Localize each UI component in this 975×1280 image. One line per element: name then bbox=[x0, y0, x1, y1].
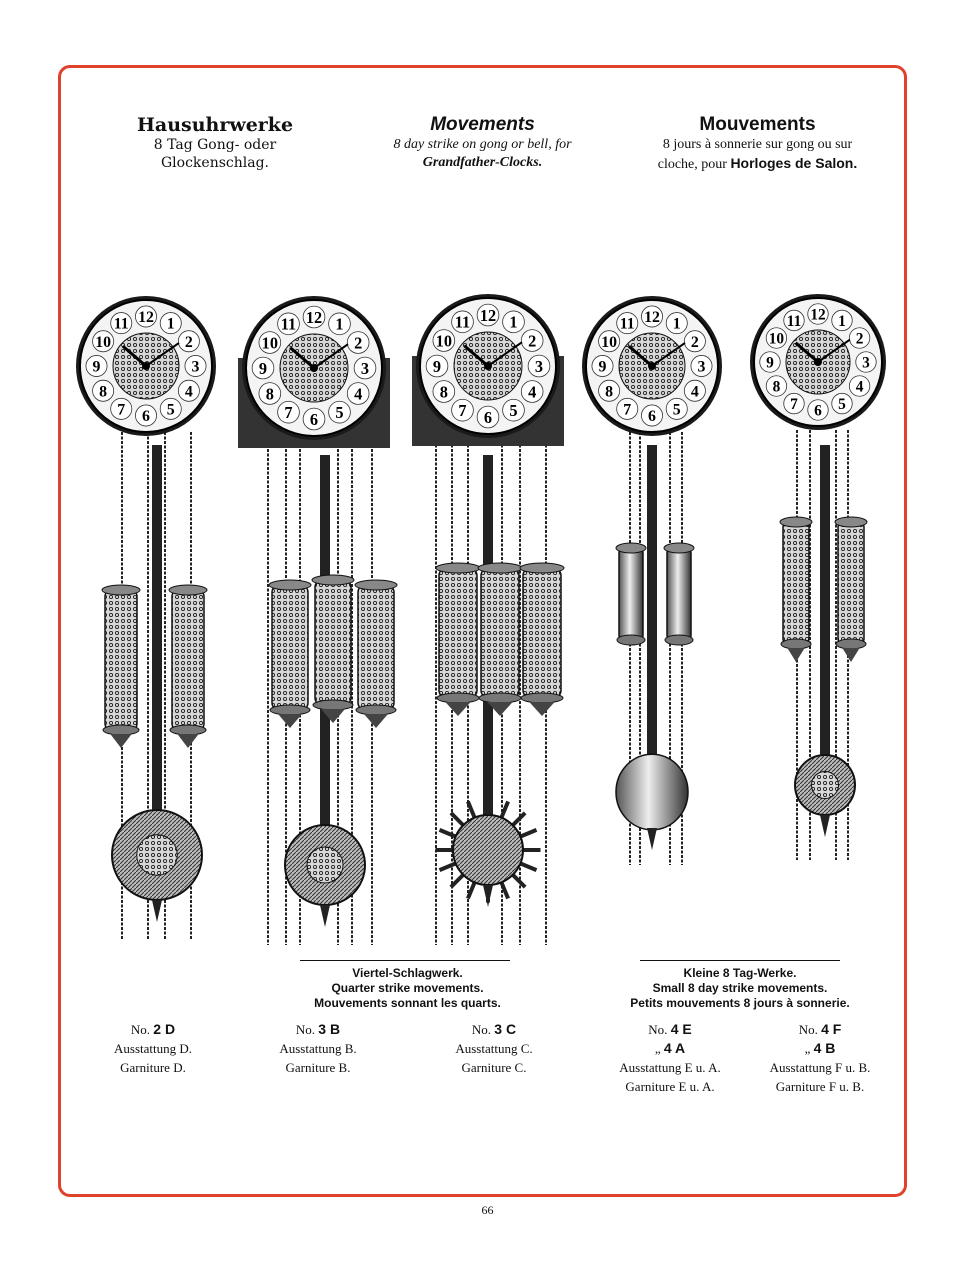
pendulum-tip bbox=[820, 815, 830, 837]
dial-numeral: 10 bbox=[768, 330, 785, 348]
weight-cap bbox=[436, 563, 480, 573]
item-2d-label bbox=[73, 1020, 233, 1077]
dial-numeral: 8 bbox=[439, 382, 448, 402]
dial-numeral: 5 bbox=[335, 402, 344, 422]
item-2d-prefix: No. bbox=[130, 1022, 151, 1037]
hand-pivot bbox=[142, 362, 150, 370]
dial-numeral: 3 bbox=[191, 358, 200, 376]
weight-cap bbox=[269, 580, 311, 590]
weight-base bbox=[836, 639, 866, 649]
weight-cap bbox=[835, 517, 867, 527]
dial-numeral: 12 bbox=[138, 309, 154, 327]
weight-finial bbox=[445, 702, 470, 716]
small-caption-line1: Kleine 8 Tag-Werke. bbox=[683, 966, 797, 980]
weight-base bbox=[103, 725, 139, 735]
weight-finial bbox=[787, 648, 804, 662]
dial-numeral: 6 bbox=[309, 409, 319, 429]
dial-numeral: 12 bbox=[810, 306, 826, 324]
weight-body bbox=[619, 548, 643, 640]
quarter-caption-line2: Quarter strike movements. bbox=[331, 981, 484, 995]
weight-body bbox=[315, 580, 351, 705]
weight bbox=[835, 517, 867, 662]
dial-numeral: 12 bbox=[644, 309, 660, 327]
weight bbox=[664, 543, 694, 645]
clock-3b bbox=[238, 296, 397, 945]
weight-finial bbox=[529, 702, 554, 716]
weight-cap bbox=[520, 563, 564, 573]
dial-numeral: 5 bbox=[509, 400, 518, 420]
page-number: 66 bbox=[481, 1203, 494, 1217]
item-3c-number: 3 C bbox=[494, 1021, 517, 1037]
pendulum-rod bbox=[647, 445, 657, 792]
dial-numeral: 8 bbox=[265, 384, 274, 404]
french-subtitle-bold: Horloges de Salon. bbox=[730, 155, 858, 171]
dial-numeral: 1 bbox=[335, 314, 344, 334]
german-title: Hausuhrwerke bbox=[136, 114, 294, 136]
weight-cap bbox=[780, 517, 812, 527]
dial-numeral: 11 bbox=[280, 314, 297, 334]
dial-numeral: 1 bbox=[838, 312, 846, 330]
weight-body bbox=[838, 522, 864, 644]
dial-numeral: 6 bbox=[648, 408, 656, 426]
item-4e-label bbox=[590, 1020, 750, 1096]
weight-base bbox=[665, 635, 693, 645]
pendulum-bob-center bbox=[307, 847, 343, 883]
weight-body bbox=[481, 568, 519, 698]
dial-numeral: 11 bbox=[454, 312, 471, 332]
dial-numeral: 12 bbox=[479, 305, 497, 325]
dial-numeral: 5 bbox=[672, 401, 681, 419]
item-4f-ausstattung: Ausstattung F u. B. bbox=[769, 1060, 871, 1075]
dial-numeral: 9 bbox=[92, 358, 101, 376]
clock-dial bbox=[750, 294, 886, 430]
weight-base bbox=[479, 693, 521, 703]
dial-numeral: 11 bbox=[619, 315, 635, 333]
item-4b-number: 4 B bbox=[813, 1040, 836, 1056]
dial-numeral: 7 bbox=[790, 396, 798, 414]
pendulum-tip bbox=[647, 828, 657, 850]
pendulum-bob bbox=[616, 754, 688, 830]
dial-numeral: 8 bbox=[99, 383, 108, 401]
pendulum-tip bbox=[152, 900, 162, 922]
pendulum-bob-center bbox=[812, 772, 839, 799]
small-bracket bbox=[640, 960, 840, 961]
german-subtitle: 8 Tag Gong- oder Glockenschlag. bbox=[153, 137, 277, 171]
quarter-bracket bbox=[300, 960, 510, 961]
item-3b-number: 3 B bbox=[318, 1021, 341, 1037]
weight-cap bbox=[312, 575, 354, 585]
pendulum-tip bbox=[483, 885, 493, 907]
item-4f-garniture: Garniture F u. B. bbox=[775, 1079, 865, 1094]
english-subtitle-bold: Grandfather-Clocks. bbox=[422, 155, 543, 170]
dial-numeral: 9 bbox=[766, 354, 774, 372]
item-4a-prefix: „ bbox=[654, 1041, 661, 1056]
clock-dial bbox=[238, 296, 390, 448]
clock-2d bbox=[76, 296, 216, 940]
weight-body bbox=[172, 590, 204, 730]
weight-finial bbox=[110, 734, 131, 748]
dial-numeral: 4 bbox=[690, 383, 699, 401]
weight-body bbox=[272, 585, 308, 710]
weight-body bbox=[523, 568, 561, 698]
dial-numeral: 4 bbox=[184, 383, 193, 401]
clock-dial bbox=[412, 294, 564, 446]
item-3c-prefix: No. bbox=[471, 1022, 492, 1037]
dial-numeral: 4 bbox=[354, 384, 363, 404]
weight-base bbox=[313, 700, 353, 710]
pendulum-tip bbox=[320, 905, 330, 927]
english-subtitle: 8 day strike on gong or bell, for bbox=[393, 137, 572, 152]
weight-body bbox=[358, 585, 394, 710]
weight bbox=[355, 580, 397, 728]
weight bbox=[436, 563, 480, 716]
weight-base bbox=[781, 639, 811, 649]
weight bbox=[478, 563, 522, 716]
item-4f-label bbox=[740, 1020, 900, 1096]
weight-body bbox=[667, 548, 691, 640]
dial-numeral: 2 bbox=[528, 331, 537, 351]
clock-4e bbox=[582, 296, 722, 865]
item-4e-garniture: Garniture E u. A. bbox=[625, 1079, 715, 1094]
dial-numeral: 1 bbox=[166, 315, 175, 333]
item-2d-ausstattung: Ausstattung D. bbox=[114, 1041, 192, 1056]
quarter-caption bbox=[280, 966, 535, 1011]
french-subtitle-2: cloche, pour bbox=[657, 157, 727, 172]
dial-numeral: 5 bbox=[838, 396, 846, 414]
dial-numeral: 3 bbox=[862, 354, 870, 372]
hand-pivot bbox=[648, 362, 656, 370]
weight-cap bbox=[664, 543, 694, 553]
item-4e-ausstattung: Ausstattung E u. A. bbox=[619, 1060, 721, 1075]
item-4f-prefix: No. bbox=[798, 1022, 818, 1037]
weight bbox=[102, 585, 140, 748]
dial-numeral: 6 bbox=[483, 407, 493, 427]
dial-numeral: 6 bbox=[814, 402, 822, 420]
small-caption-line3: Petits mouvements 8 jours à sonnerie. bbox=[630, 996, 850, 1010]
dial-numeral: 8 bbox=[772, 378, 781, 396]
dial-numeral: 3 bbox=[697, 358, 706, 376]
clock-dial bbox=[76, 296, 216, 436]
item-3b-label bbox=[238, 1020, 398, 1077]
item-2d-garniture: Garniture D. bbox=[120, 1060, 186, 1075]
dial-numeral: 2 bbox=[690, 333, 699, 351]
weight-cap bbox=[355, 580, 397, 590]
dial-numeral: 10 bbox=[435, 331, 452, 351]
weight-base bbox=[521, 693, 563, 703]
weight-body bbox=[439, 568, 477, 698]
weight bbox=[520, 563, 564, 716]
dial-numeral: 10 bbox=[261, 333, 278, 353]
item-2d-number: 2 D bbox=[153, 1021, 176, 1037]
dial-numeral: 3 bbox=[534, 356, 544, 376]
weight-finial bbox=[177, 734, 198, 748]
pendulum-bob-center bbox=[137, 835, 178, 876]
dial-numeral: 4 bbox=[855, 378, 864, 396]
pendulum bbox=[616, 445, 688, 850]
weight bbox=[169, 585, 207, 748]
weight-base bbox=[356, 705, 396, 715]
weight-base bbox=[170, 725, 206, 735]
sun-face bbox=[453, 815, 523, 885]
weight-cap bbox=[169, 585, 207, 595]
dial-numeral: 8 bbox=[605, 383, 614, 401]
weight-finial bbox=[364, 714, 388, 728]
dial-numeral: 9 bbox=[258, 358, 268, 378]
dial-numeral: 1 bbox=[672, 315, 681, 333]
quarter-caption-line3: Mouvements sonnant les quarts. bbox=[314, 996, 501, 1010]
item-3c-garniture: Garniture C. bbox=[461, 1060, 527, 1075]
weight-cap bbox=[102, 585, 140, 595]
weight-base bbox=[270, 705, 310, 715]
dial-numeral: 7 bbox=[458, 400, 467, 420]
weight bbox=[269, 580, 311, 728]
weight bbox=[616, 543, 646, 645]
dial-numeral: 3 bbox=[360, 358, 370, 378]
dial-numeral: 7 bbox=[284, 402, 293, 422]
dial-numeral: 12 bbox=[305, 307, 323, 327]
weight-finial bbox=[278, 714, 302, 728]
weight-body bbox=[783, 522, 809, 644]
item-3b-garniture: Garniture B. bbox=[285, 1060, 351, 1075]
weight-finial bbox=[842, 648, 859, 662]
dial-numeral: 4 bbox=[528, 382, 537, 402]
item-3c-label bbox=[414, 1020, 574, 1077]
weight bbox=[780, 517, 812, 662]
pendulum-rod bbox=[152, 445, 162, 855]
item-4e-number: 4 E bbox=[670, 1021, 692, 1037]
dial-numeral: 2 bbox=[855, 330, 864, 348]
dial-numeral: 10 bbox=[601, 333, 618, 351]
weight-cap bbox=[616, 543, 646, 553]
small-caption bbox=[610, 966, 870, 1011]
item-4b-prefix: „ bbox=[804, 1041, 811, 1056]
hand-pivot bbox=[484, 362, 492, 370]
item-3b-prefix: No. bbox=[295, 1022, 316, 1037]
quarter-caption-line1: Viertel-Schlagwerk. bbox=[352, 966, 463, 980]
dial-numeral: 10 bbox=[95, 333, 112, 351]
dial-numeral: 5 bbox=[166, 401, 175, 419]
dial-numeral: 9 bbox=[432, 356, 442, 376]
clock-dial bbox=[582, 296, 722, 436]
clock-3c bbox=[412, 294, 564, 945]
dial-numeral: 6 bbox=[142, 408, 150, 426]
clock-4f bbox=[750, 294, 886, 860]
item-4a-number: 4 A bbox=[663, 1040, 686, 1056]
weight-body bbox=[105, 590, 137, 730]
dial-numeral: 2 bbox=[184, 333, 193, 351]
item-4e-prefix: No. bbox=[648, 1022, 668, 1037]
dial-numeral: 1 bbox=[509, 312, 518, 332]
french-title: Mouvements bbox=[699, 114, 816, 135]
english-title: Movements bbox=[430, 114, 535, 135]
weight-base bbox=[617, 635, 645, 645]
dial-numeral: 2 bbox=[354, 333, 363, 353]
hand-pivot bbox=[814, 358, 822, 366]
weight-cap bbox=[478, 563, 522, 573]
hand-pivot bbox=[310, 364, 318, 372]
item-3b-ausstattung: Ausstattung B. bbox=[279, 1041, 357, 1056]
weight-base bbox=[437, 693, 479, 703]
dial-numeral: 7 bbox=[117, 401, 126, 419]
dial-numeral: 9 bbox=[598, 358, 607, 376]
french-subtitle: 8 jours à sonnerie sur gong ou sur bbox=[662, 137, 853, 152]
pendulum-rod bbox=[820, 445, 830, 785]
item-4f-number: 4 F bbox=[821, 1021, 842, 1037]
dial-numeral: 11 bbox=[113, 315, 129, 333]
small-caption-line2: Small 8 day strike movements. bbox=[652, 981, 828, 995]
dial-numeral: 7 bbox=[623, 401, 632, 419]
dial-numeral: 11 bbox=[786, 312, 802, 330]
item-3c-ausstattung: Ausstattung C. bbox=[455, 1041, 533, 1056]
weight bbox=[312, 575, 354, 723]
